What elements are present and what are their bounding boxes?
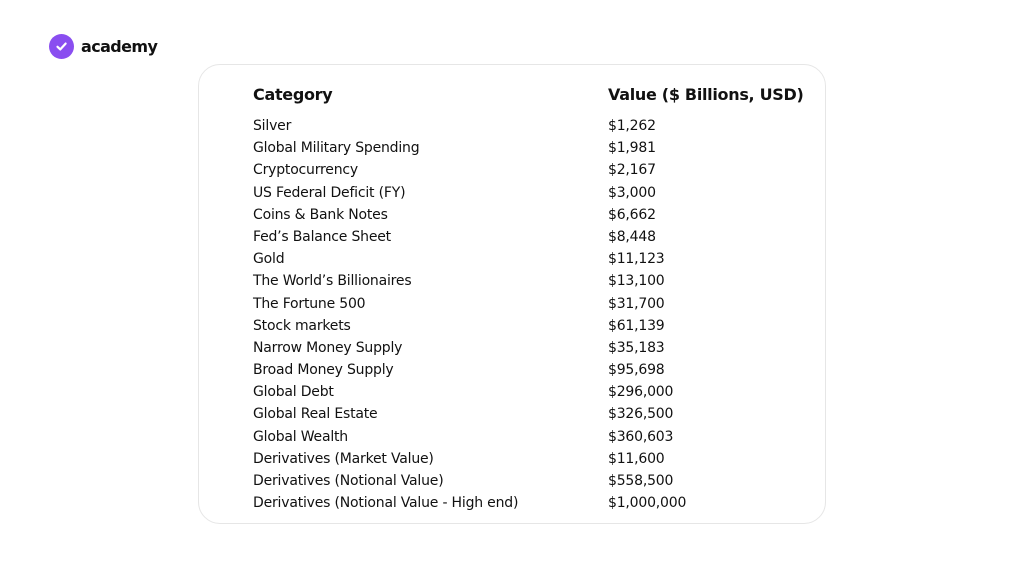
table-header xyxy=(253,85,813,107)
table-row xyxy=(253,359,813,381)
table-row xyxy=(253,492,813,514)
table-row xyxy=(253,115,813,137)
row-value: $1,000,000 xyxy=(608,495,687,512)
row-value: $35,183 xyxy=(608,339,665,356)
table-row xyxy=(253,137,813,159)
table-row xyxy=(253,337,813,359)
row-category: Global Wealth xyxy=(253,428,348,445)
row-value: $360,603 xyxy=(608,428,674,445)
row-value: $6,662 xyxy=(608,206,656,223)
header-value: Value ($ Billions, USD) xyxy=(608,85,804,104)
table-row xyxy=(253,159,813,181)
row-category: Silver xyxy=(253,118,292,134)
table-row xyxy=(253,270,813,292)
row-value: $8,448 xyxy=(608,228,656,245)
table-row xyxy=(253,293,813,315)
row-category: Global Real Estate xyxy=(253,406,378,423)
row-value: $558,500 xyxy=(608,473,674,489)
row-category: Derivatives (Notional Value) xyxy=(253,473,444,489)
row-value: $13,100 xyxy=(608,273,665,290)
brand-logo[interactable] xyxy=(49,34,157,59)
table-row xyxy=(253,470,813,492)
row-value: $11,600 xyxy=(608,450,665,467)
row-value: $1,981 xyxy=(608,140,656,157)
row-value: $3,000 xyxy=(608,184,656,201)
row-category: Stock markets xyxy=(253,317,351,334)
row-category: Narrow Money Supply xyxy=(253,339,403,356)
row-value: $2,167 xyxy=(608,162,656,179)
data-table-card xyxy=(198,64,826,524)
table-row xyxy=(253,182,813,204)
row-category: Fed’s Balance Sheet xyxy=(253,228,391,245)
row-category: US Federal Deficit (FY) xyxy=(253,184,406,201)
table-row xyxy=(253,315,813,337)
row-value: $1,262 xyxy=(608,118,656,134)
row-category: Global Military Spending xyxy=(253,140,420,157)
row-category: Derivatives (Market Value) xyxy=(253,450,434,467)
table-row xyxy=(253,226,813,248)
row-value: $296,000 xyxy=(608,384,674,401)
row-category: Global Debt xyxy=(253,384,334,401)
table-row xyxy=(253,403,813,425)
brand-name: academy xyxy=(81,37,158,56)
table-row xyxy=(253,426,813,448)
row-value: $95,698 xyxy=(608,362,665,379)
row-category: Derivatives (Notional Value - High end) xyxy=(253,495,519,512)
header-category: Category xyxy=(253,85,333,104)
table-row xyxy=(253,204,813,226)
row-category: Coins & Bank Notes xyxy=(253,206,388,223)
row-category: Cryptocurrency xyxy=(253,162,358,179)
table-body xyxy=(253,115,813,514)
table-row xyxy=(253,248,813,270)
row-category: The World’s Billionaires xyxy=(253,273,412,290)
row-value: $61,139 xyxy=(608,317,665,334)
row-category: The Fortune 500 xyxy=(253,295,366,312)
row-category: Broad Money Supply xyxy=(253,362,394,379)
row-value: $326,500 xyxy=(608,406,674,423)
table-row xyxy=(253,448,813,470)
row-value: $31,700 xyxy=(608,295,665,312)
row-value: $11,123 xyxy=(608,251,665,268)
table-row xyxy=(253,381,813,403)
checkmark-icon xyxy=(49,34,74,59)
row-category: Gold xyxy=(253,251,285,268)
